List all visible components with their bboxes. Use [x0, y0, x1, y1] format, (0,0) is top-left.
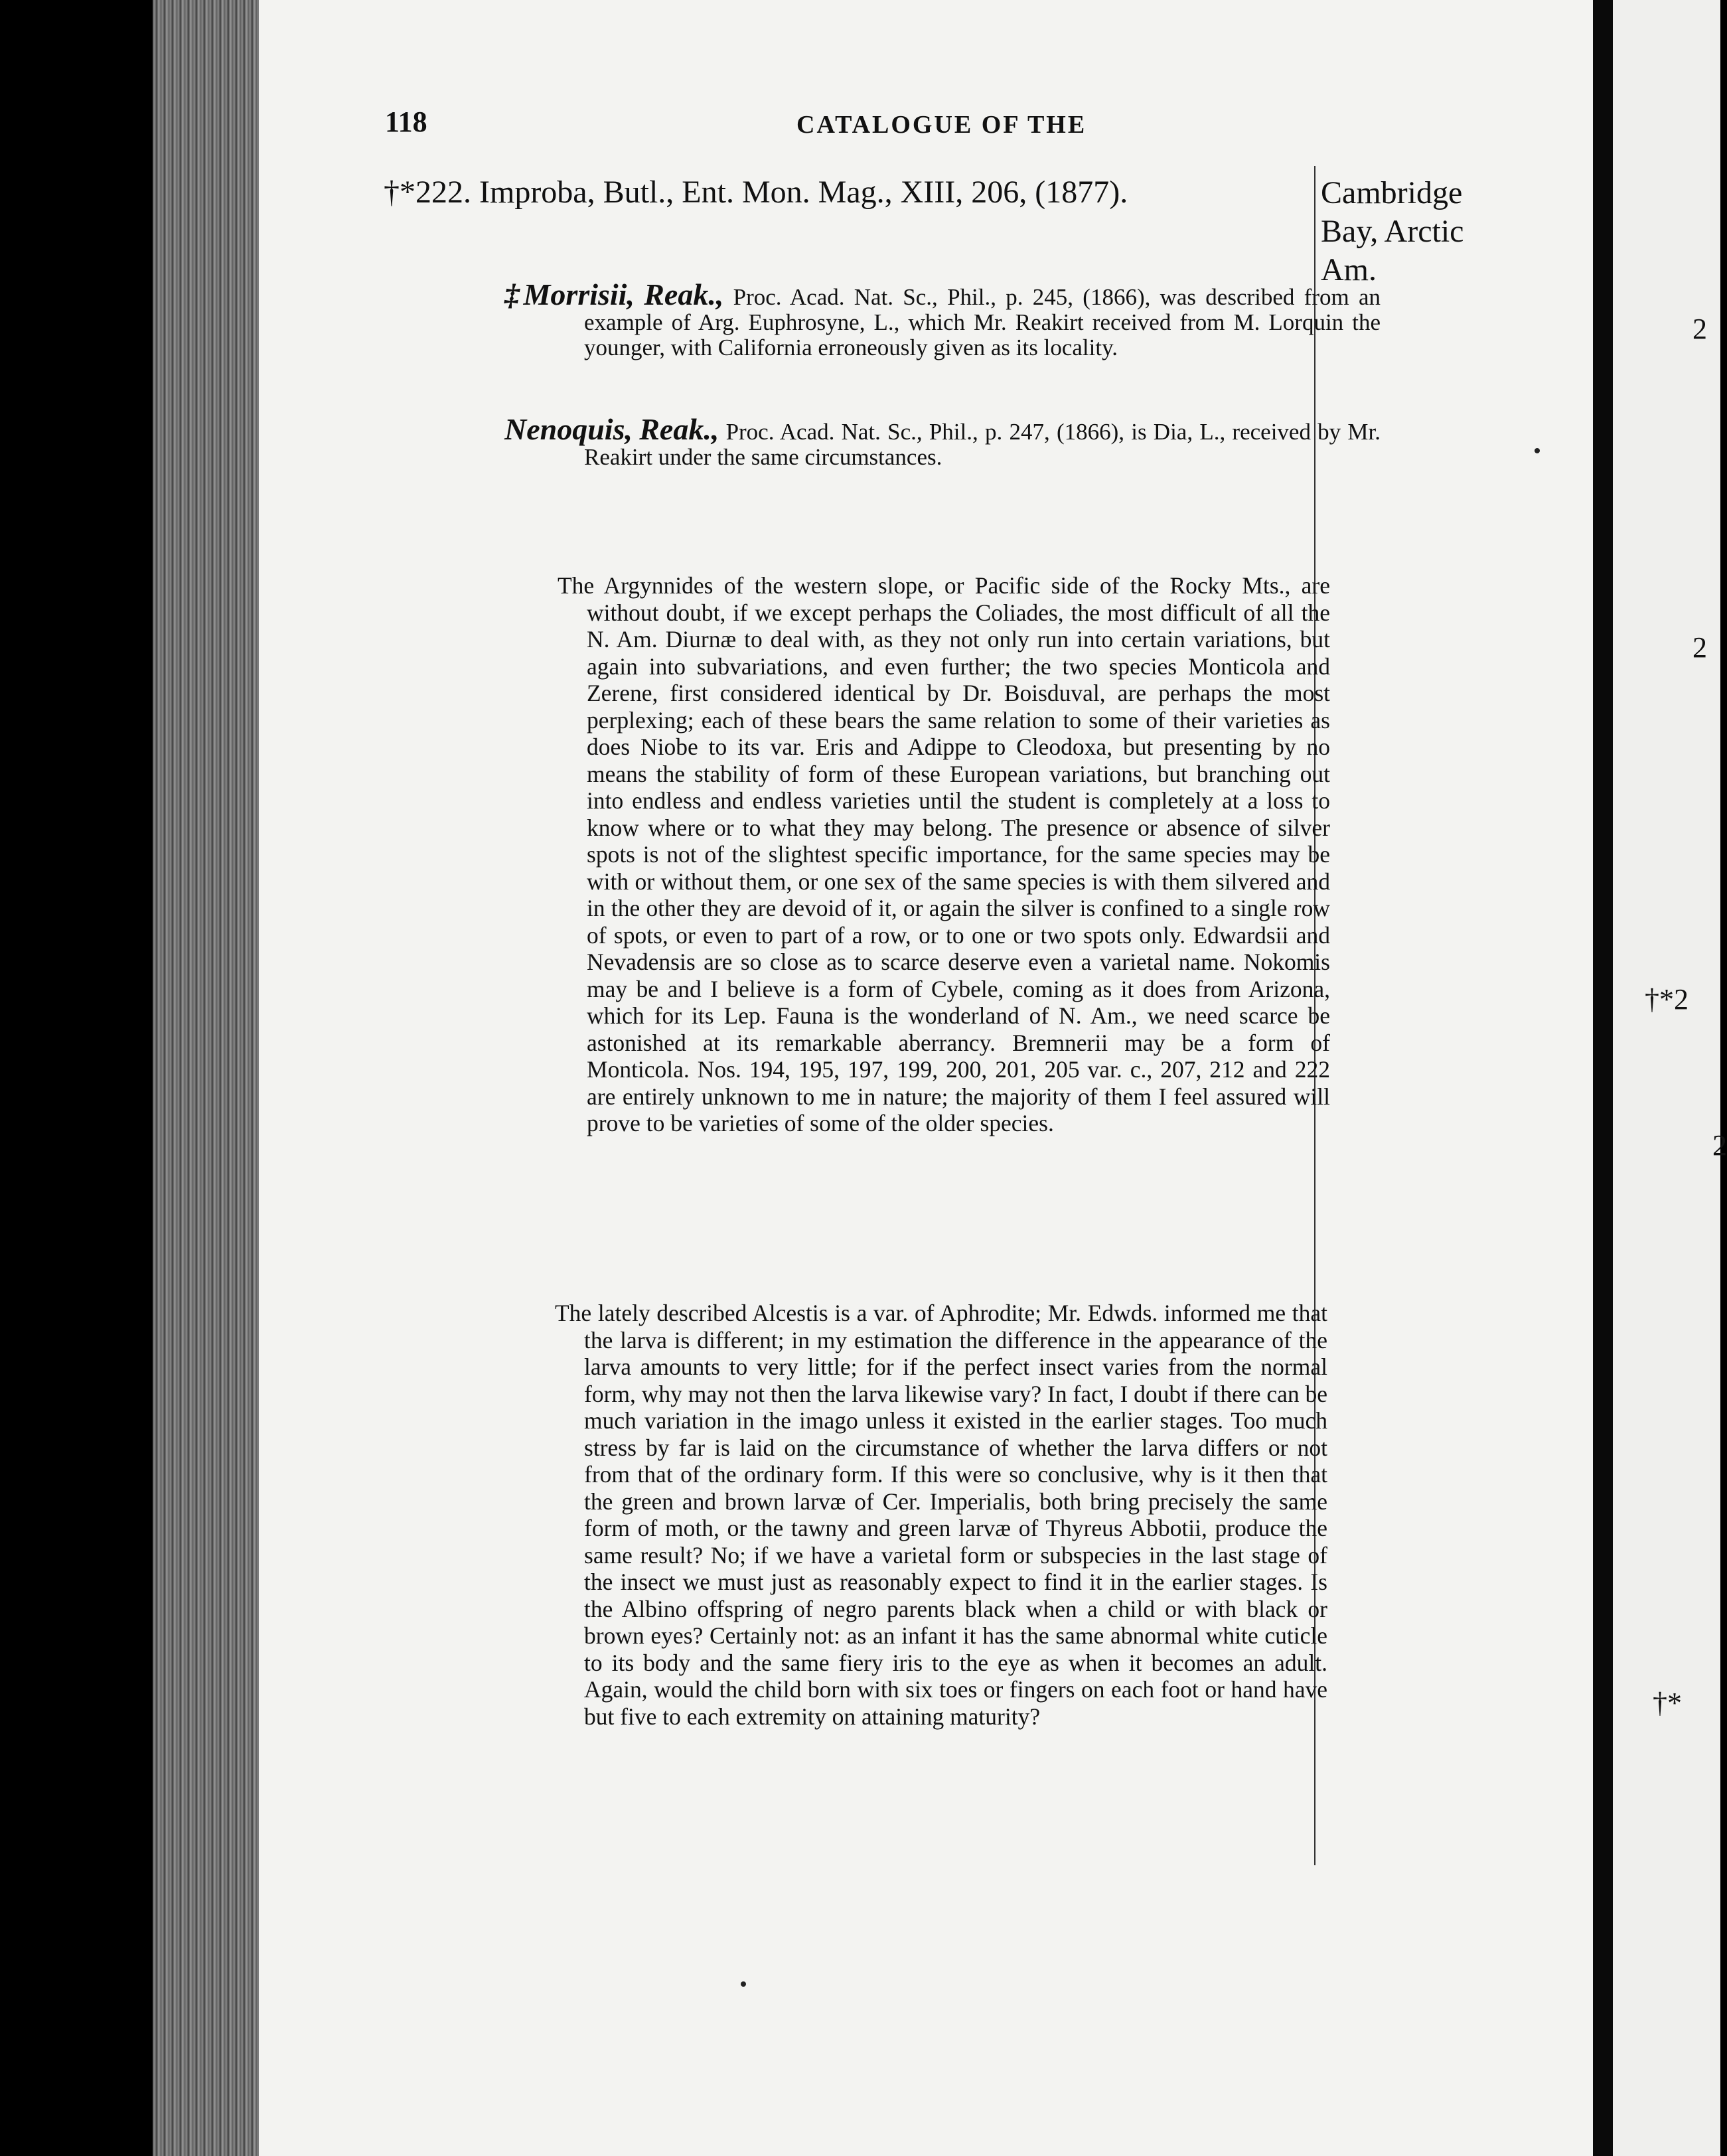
facing-page-fragment [1613, 0, 1727, 2156]
facing-page-mark: †* [1653, 1687, 1682, 1719]
note-paragraph: The lately described Alcestis is a var. of Aphrodite; Mr. Edwds. informed me that the larva is different; in my estimation the difference in the appearance of the larva amounts to very little; for if the perfect insect varies from the normal form, why may not then the larva likewise vary? In fact, I doubt if there can be much variation in the imago unless it existed in the earlier stages. Too much stress by far is laid on the circumstance of whether the larva differs or not from that of the ordinary form. If this were so conclusive, why is it then that the green and brown larvæ of Cer. Imperialis, both bring precisely the same form of moth, or the tawny and green larvæ of Thyreus Abbotii, produce the same result? No; if we have a varietal form or subspecies in the last stage of the insect we must just as reasonably expect to find it in the earlier stages. Is the Albino offspring of negro parents black when a child or with black or brown eyes? Certainly not: as an infant it has the same abnormal white cuticle to its body and the same fiery iris to the eye as when it becomes an adult. Again, would the child born with six toes or fingers on each foot or hand have but five to each extremity on attaining maturity? [555, 1300, 1327, 1730]
specks [1535, 448, 1540, 453]
specks [741, 1981, 746, 1987]
synonym-nenoquis [504, 412, 1381, 470]
synonym-author: Reak., [644, 277, 724, 311]
synonym-name: ‡Morrisii, [504, 277, 635, 311]
synonym-text: Proc. Acad. Nat. Sc., Phil., p. 247, (1866), is Dia, L., received by Mr. Reakirt under the same circumstances. [584, 419, 1381, 470]
species-entry-heading: †*222. Improba, Butl., Ent. Mon. Mag., XIII, 206, (1877). [384, 175, 1128, 210]
book-page-edges [153, 0, 265, 2156]
page-number: 118 [385, 106, 427, 138]
facing-page-mark: 2 [1712, 1129, 1727, 1162]
species-locality: Cambridge Bay, Arctic Am. [1321, 175, 1464, 287]
facing-page-mark: †*2 [1645, 983, 1689, 1016]
synonym-author: Reak., [639, 412, 719, 446]
synonym-morrisii [504, 277, 1381, 360]
synonym-name: Nenoquis, [504, 412, 633, 446]
running-title: CATALOGUE OF THE [796, 111, 1087, 139]
book-gutter [1593, 0, 1613, 2156]
note-paragraph: The Argynnides of the western slope, or Pacific side of the Rocky Mts., are without doubt, if we except perhaps the Coliades, the most difficult of all the N. Am. Diurnæ to deal with, as they not only run into certain variations, but again into subvariations, and even further; the two species Monticola and Zerene, first considered identical by Dr. Boisduval, are perhaps the most perplexing; each of these bears the same relation to some of their varieties as does Niobe to its var. Eris and Adippe to Cleodoxa, but presenting by no means the stability of form of these European variations, but branching out into endless and endless varieties until the student is completely at a loss to know where or to what they may belong. The presence or absence of silver spots is not of the slightest specific importance, for the same species may be with or without them, or one sex of the same species is with them silvered and in the other they are devoid of it, or again the silver is confined to a single row of spots, or even to part of a row, or to one or two spots only. Edwardsii and Nevadensis are so close as to scarce deserve even a varietal name. Nokomis may be and I believe is a form of Cybele, coming as it does from Arizona, which for its Lep. Fauna is the wonderland of N. Am., we need scarce be astonished at its remarkable aberrancy. Bremnerii may be a form of Monticola. Nos. 194, 195, 197, 199, 200, 201, 205 var. c., 207, 212 and 222 are entirely unknown to me in nature; the majority of them I feel assured will prove to be varieties of some of the older species. [558, 572, 1330, 1136]
facing-page-mark: 2 [1692, 631, 1707, 664]
facing-page-mark: 2 [1692, 313, 1707, 345]
synonym-text: Proc. Acad. Nat. Sc., Phil., p. 245, (1866), was described from an example of Arg. Euphrosyne, L., which Mr. Reakirt received from M. Lorquin the younger, with California erroneously given as its locality. [584, 284, 1381, 360]
